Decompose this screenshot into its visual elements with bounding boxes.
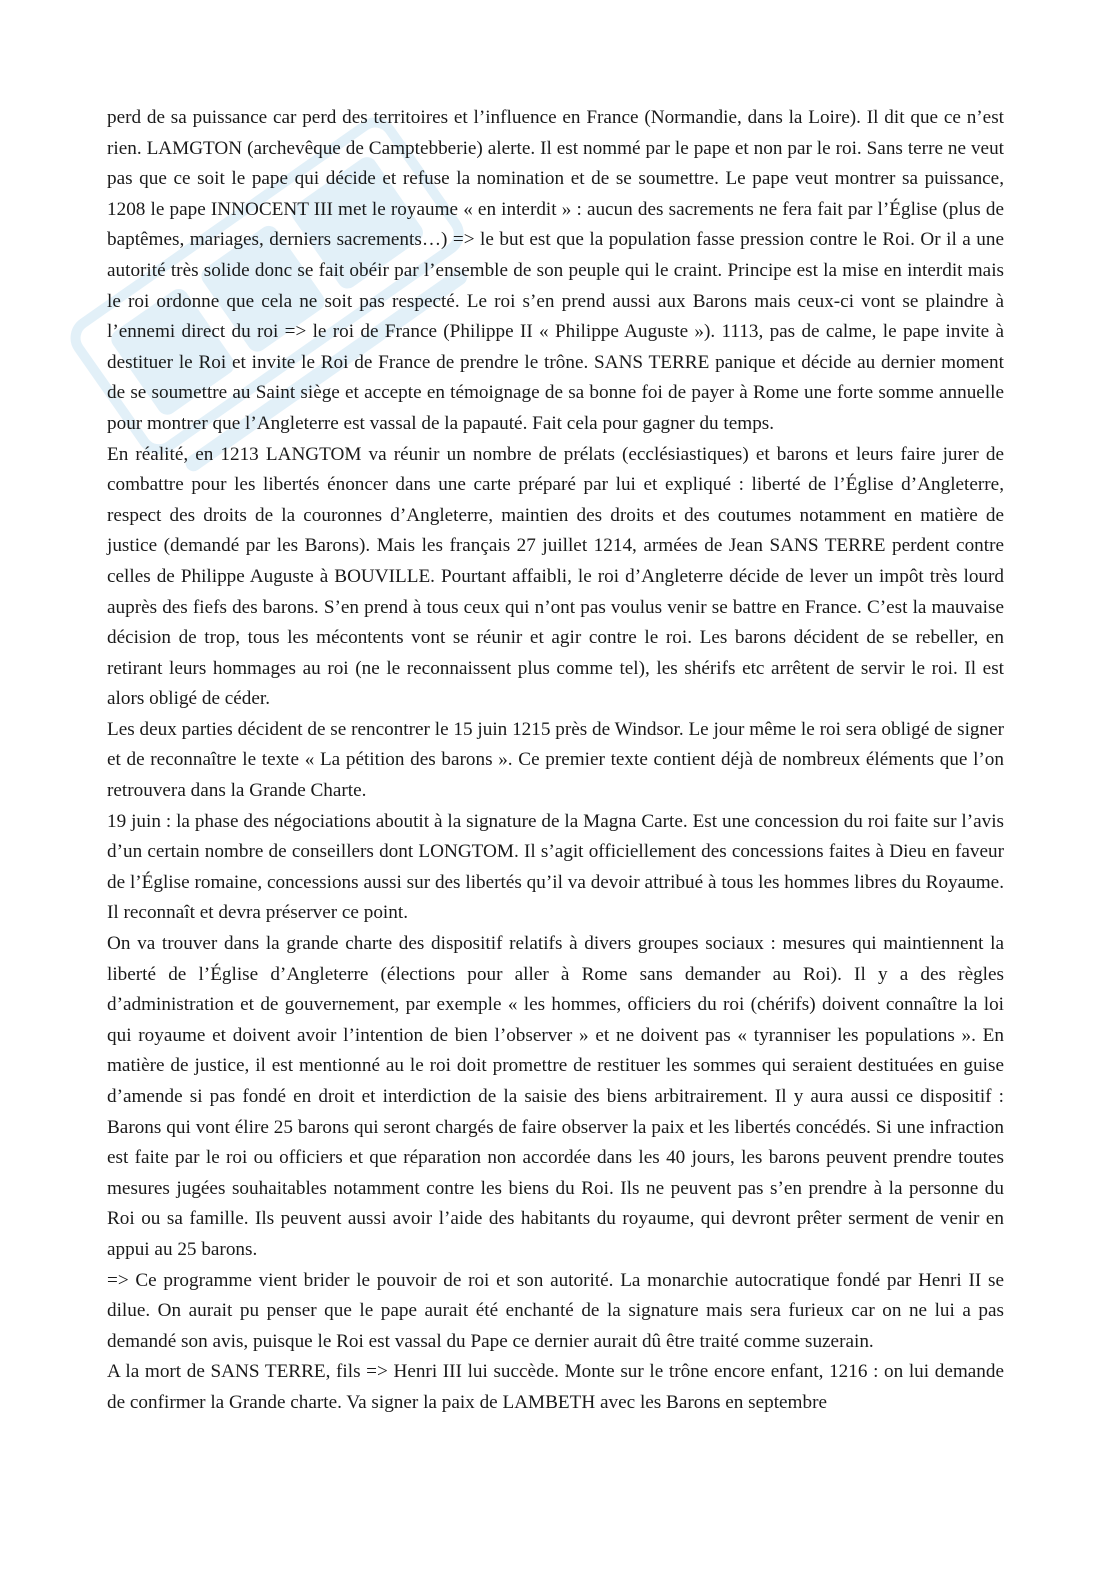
paragraph: On va trouver dans la grande charte des dispositif relatifs à divers groupes sociaux : mesures qui maintiennent la liberté de l’Église d’Angleterre (élections pour aller à Rome sans demander au Roi). Il y a des règles d’administration et de gouvernement, par exemple « les hommes, officiers du roi (chérifs) doivent connaître la loi qui royaume et doivent avoir l’intention de bien l’observer » et ne doivent pas « tyranniser les populations ». En matière de justice, il est mentionné au le roi doit promettre de restituer les sommes qui seraient destituées en guise d’amende si pas fondé en droit et interdiction de la saisie des biens arbitrairement. Il y aura aussi ce dispositif : Barons qui vont élire 25 barons qui seront chargés de faire observer la paix et les libertés concédés. Si une infraction est faite par le roi ou officiers et que réparation non accordée dans les 40 jours, les barons peuvent prendre toutes mesures jugées souhaitables notamment contre les biens du Roi. Ils ne peuvent pas s’en prendre à la personne du Roi ou sa famille. Ils peuvent aussi avoir l’aide des habitants du royaume, qui devront prêter serment de venir en appui au 25 barons. — [107, 933, 1004, 1260]
paragraph: perd de sa puissance car perd des territoires et l’influence en France (Normandie, dans la Loire). Il dit que ce n’est rien. LAMGTON (archevêque de Camptebberie) alerte. Il est nommé par le pape et non par le roi. Sans terre ne veut pas que ce soit le pape qui décide et refuse la nomination et de se soumettre. Le pape veut montrer sa puissance, 1208 le pape INNOCENT III met le royaume « en interdit » : aucun des sacrements ne fera fait par l’Église (plus de baptêmes, mariages, derniers sacrements…) => le but est que la population fasse pression contre le Roi. Or il a une autorité très solide donc se fait obéir par l’ensemble de son peuple qui le craint. Principe est la mise en interdit mais le roi ordonne que cela ne soit pas respecté. Le roi s’en prend aussi aux Barons mais ceux-ci vont se plaindre à l’ennemi direct du roi => le roi de France (Philippe II « Philippe Auguste »). 1113, pas de calme, le pape invite à destituer le Roi et invite le Roi de France de prendre le trône. SANS TERRE panique et décide au dernier moment de se soumettre au Saint siège et accepte en témoignage de sa bonne foi de payer à Rome une forte somme annuelle pour montrer que l’Angleterre est vassal de la papauté. Fait cela pour gagner du temps. — [107, 107, 1004, 434]
paragraph: Les deux parties décident de se rencontrer le 15 juin 1215 près de Windsor. Le jour même le roi sera obligé de signer et de reconnaître le texte « La pétition des barons ». Ce premier texte contient déjà de nombreux éléments que l’on retrouvera dans la Grande Charte. — [107, 718, 1004, 802]
paragraph: En réalité, en 1213 LANGTOM va réunir un nombre de prélats (ecclésiastiques) et barons et leurs faire jurer de combattre pour les libertés énoncer dans une carte préparé par lui et expliqué : liberté de l’Église d’Angleterre, respect des droits de la couronnes d’Angleterre, maintien des droits et des coutumes notamment en matière de justice (demandé par les Barons). Mais les français 27 juillet 1214, armées de Jean SANS TERRE perdent contre celles de Philippe Auguste à BOUVILLE. Pourtant affaibli, le roi d’Angleterre décide de lever un impôt très lourd auprès des fiefs des barons. S’en prend à tous ceux qui n’ont pas voulus venir se battre en France. C’est la mauvaise décision de trop, tous les mécontents vont se réunir et agir contre le roi. Les barons décident de se rebeller, en retirant leurs hommages au roi (ne le reconnaissent plus comme tel), les shérifs etc arrêtent de servir le roi. Il est alors obligé de céder. — [107, 443, 1004, 710]
paragraph: => Ce programme vient brider le pouvoir de roi et son autorité. La monarchie autocratique fondé par Henri II se dilue. On aurait pu penser que le pape aurait été enchanté de la signature mais sera furieux car on ne lui a pas demandé son avis, puisque le Roi est vassal du Pape ce dernier aurait dû être traité comme suzerain. — [107, 1269, 1004, 1352]
paragraph: A la mort de SANS TERRE, fils => Henri III lui succède. Monte sur le trône encore enfant, 1216 : on lui demande de confirmer la Grande charte. Va signer la paix de LAMBETH avec les Barons en septembre — [107, 1361, 1004, 1413]
paragraph: 19 juin : la phase des négociations aboutit à la signature de la Magna Carte. Est une concession du roi faite sur l’avis d’un certain nombre de conseillers dont LONGTOM. Il s’agit officiellement des concessions faites à Dieu en faveur de l’Église romaine, concessions aussi sur des libertés qu’il va devoir attribué à tous les hommes libres du Royaume. Il reconnaît et devra préserver ce point. — [107, 810, 1004, 924]
body-text — [107, 103, 1004, 1419]
